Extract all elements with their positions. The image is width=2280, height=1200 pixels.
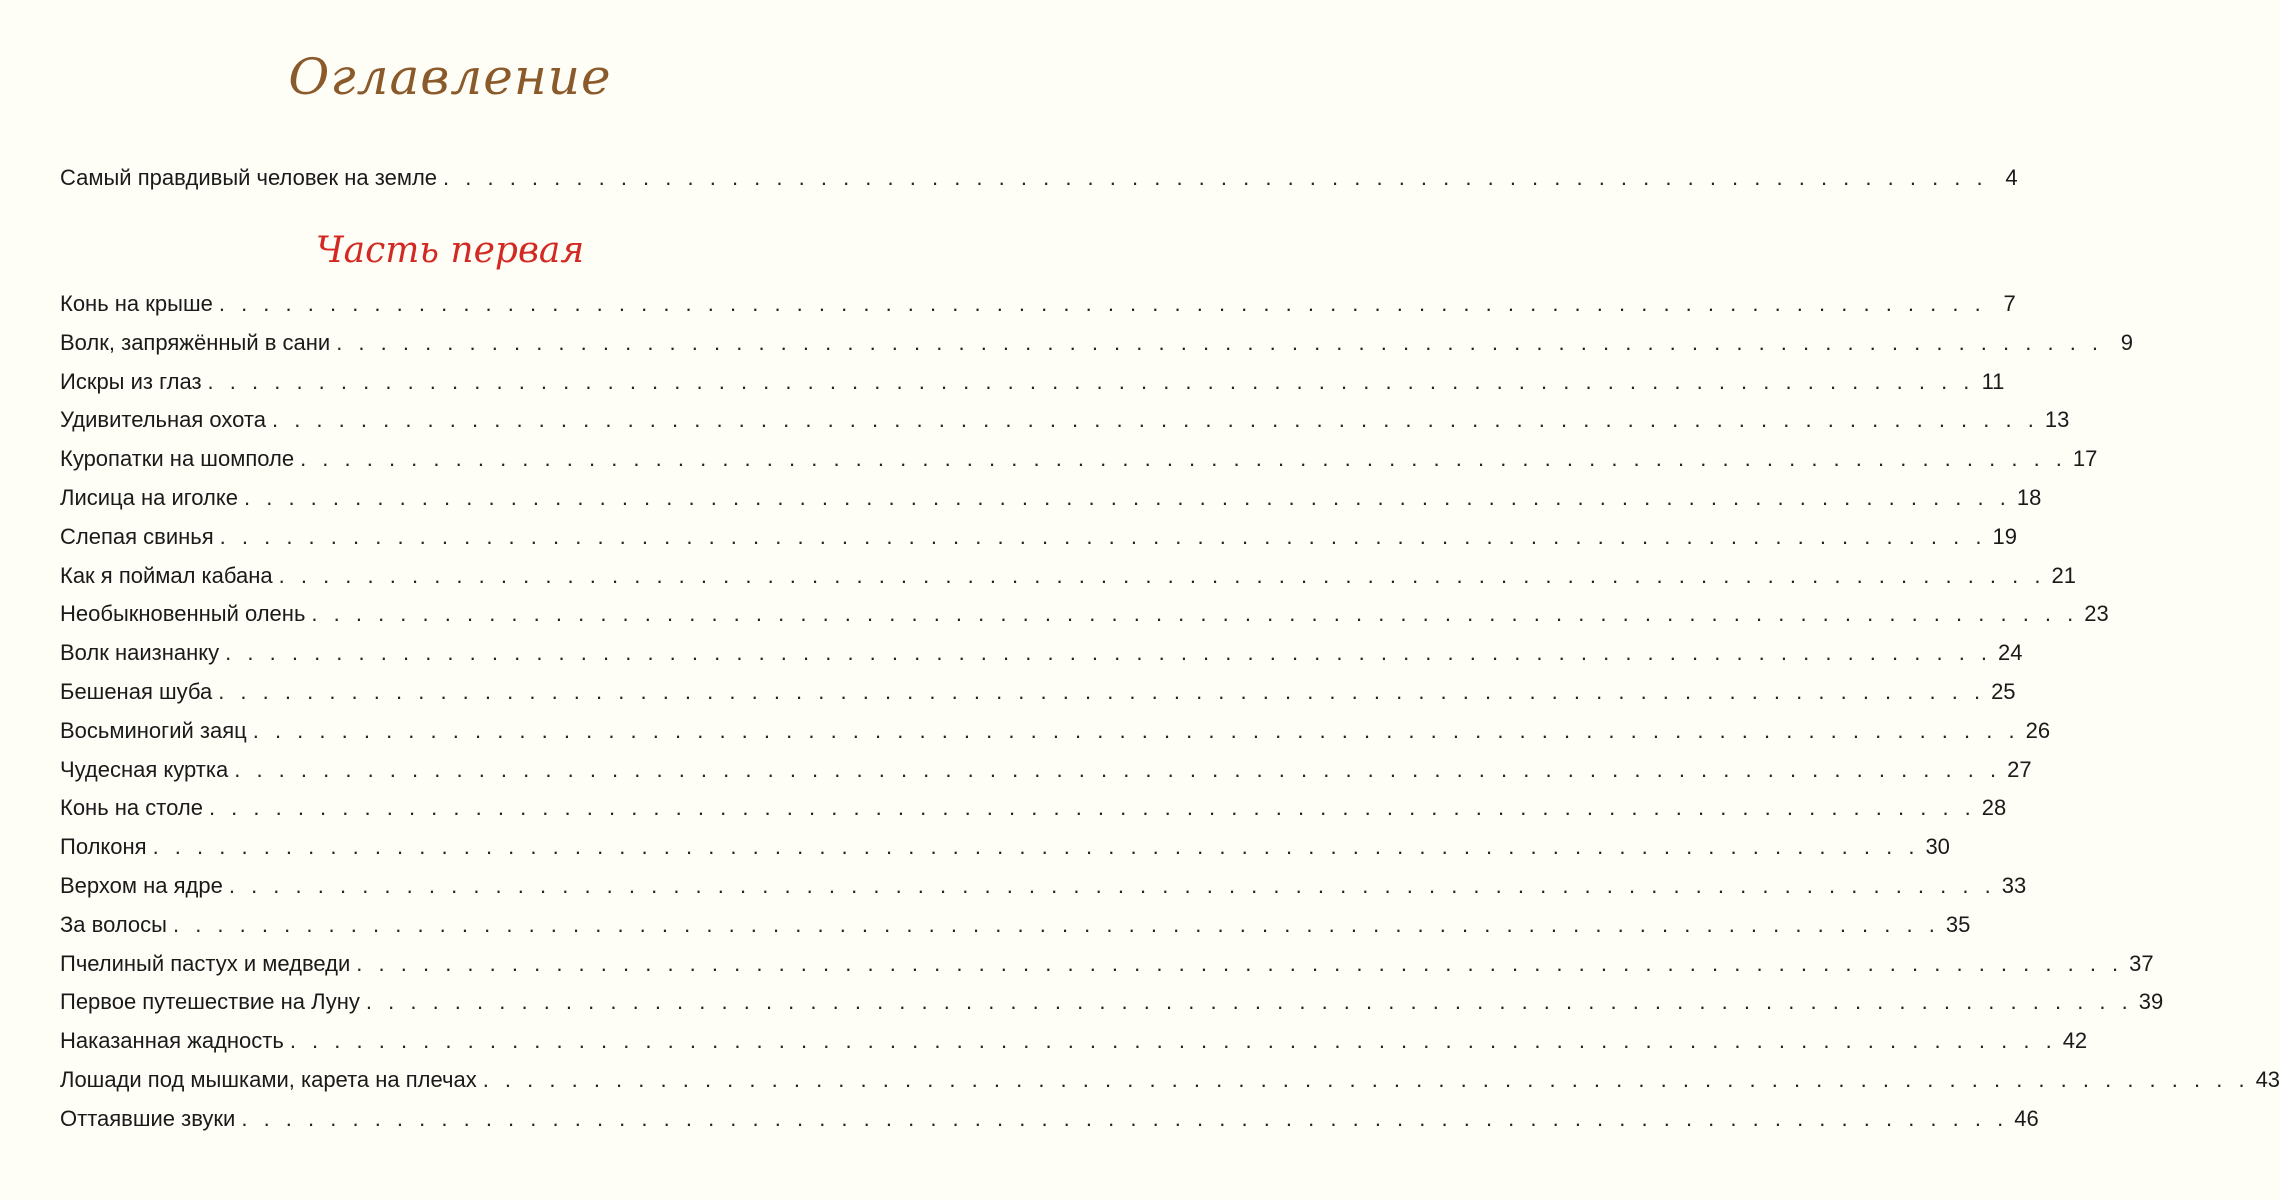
toc-entry-label: Первое путешествие на Луну <box>60 989 360 1015</box>
toc-leader-dots: . . . . . . . . . . . . . . . . . . . . . . . . . . . . . . . . . . . . . . . . . . . . . . . . . . . . . . . . . . . . . . . . . . . . . . . . . . . . . . . . <box>365 989 2133 1015</box>
toc-entry[interactable] <box>60 755 2032 785</box>
toc-leader-dots: . . . . . . . . . . . . . . . . . . . . . . . . . . . . . . . . . . . . . . . . . . . . . . . . . . . . . . . . . . . . . . . . . . . . . . . . . . . . . . . . <box>208 795 1976 821</box>
toc-leader-dots: . . . . . . . . . . . . . . . . . . . . . . . . . . . . . . . . . . . . . . . . . . . . . . . . . . . . . . . . . . . . . . . . . . . . . . . . . . . . . . . . <box>152 834 1920 860</box>
toc-entry[interactable] <box>60 638 2023 668</box>
toc-entry-label: Конь на столе <box>60 795 203 821</box>
toc-entry-label: Восьминогий заяц <box>60 717 247 743</box>
toc-entry-page: 46 <box>2014 1105 2039 1131</box>
toc-entry-label: Слепая свинья <box>60 523 214 549</box>
toc-entry-page: 39 <box>2138 989 2164 1015</box>
toc-entry[interactable] <box>60 367 2005 397</box>
toc-entry-label: Самый правдивый человек на земле <box>60 165 438 190</box>
toc-entry-page: 37 <box>2129 950 2154 976</box>
toc-leader-dots: . . . . . . . . . . . . . . . . . . . . . . . . . . . . . . . . . . . . . . . . . . . . . . . . . . . . . . . . . . . . . . . . . . . . . . . . . . . . . . . . <box>244 485 2011 510</box>
toc-leader-dots: . . . . . . . . . . . . . . . . . . . . . . . . . . . . . . . . . . . . . . . . . . . . . . . . . . . . . . . . . . . . . . . . . . . . . . . . . . . . . . . . <box>356 950 2124 976</box>
toc-entry-page: 24 <box>1998 640 2023 666</box>
toc-entry-label: Как я поймал кабана <box>60 562 273 588</box>
toc-entry[interactable] <box>60 910 1971 940</box>
toc-entry-page: 33 <box>2001 873 2027 898</box>
toc-entry[interactable] <box>60 328 2134 358</box>
toc-entry[interactable] <box>60 599 2109 629</box>
toc-leader-dots: . . . . . . . . . . . . . . . . . . . . . . . . . . . . . . . . . . . . . . . . . . . . . . . . . . . . . . . . . . . . . . . . . . . . . . . . . . . . . . . . <box>218 679 1986 704</box>
toc-entry-page: 13 <box>2044 407 2070 433</box>
toc-entry[interactable] <box>60 405 2070 435</box>
toc-leader-dots: . . . . . . . . . . . . . . . . . . . . . . . . . . . . . . . . . . . . . . . . . . . . . . . . . . . . . . . . . . . . . . . . . . . . . . . . . . . . . . . . <box>252 717 2020 743</box>
toc-entry-intro[interactable] <box>60 163 2018 193</box>
part-title: Часть первая <box>315 230 585 271</box>
toc-leader-dots: . . . . . . . . . . . . . . . . . . . . . . . . . . . . . . . . . . . . . . . . . . . . . . . . . . . . . . . . . . . . . . . . . . . . . . . . . . . . . . . . <box>225 640 1993 666</box>
toc-entry-label: Чудесная куртка <box>60 756 229 782</box>
toc-entry-label: Лошади под мышками, карета на плечах <box>60 1067 477 1092</box>
toc-entry-label: Бешеная шуба <box>60 679 213 704</box>
toc-entry[interactable] <box>60 677 2016 707</box>
toc-entry-label: Куропатки на шомполе <box>60 446 295 472</box>
toc-leader-dots: . . . . . . . . . . . . . . . . . . . . . . . . . . . . . . . . . . . . . . . . . . . . . . . . . . . . . . . . . . . . . . . . . . . . . . . . . . . . . . . . <box>172 911 1940 937</box>
toc-entry-page: 11 <box>1981 368 2005 394</box>
toc-entry[interactable] <box>60 793 2007 823</box>
toc-leader-dots: . . . . . . . . . . . . . . . . . . . . . . . . . . . . . . . . . . . . . . . . . . . . . . . . . . . . . . . . . . . . . . . . . . . . . . . . . . . . . . . . <box>271 407 2039 433</box>
toc-entry-label: За волосы <box>60 911 167 937</box>
toc-entry[interactable] <box>60 871 2027 901</box>
toc-entry-page: 17 <box>2072 446 2098 472</box>
toc-entry-label: Лисица на иголке <box>60 485 238 510</box>
toc-leader-dots: . . . . . . . . . . . . . . . . . . . . . . . . . . . . . . . . . . . . . . . . . . . . . . . . . . . . . . . . . . . . . . . . . . . . . . . . . . . . . . . . <box>234 756 2002 782</box>
toc-leader-dots: . . . . . . . . . . . . . . . . . . . . . . . . . . . . . . . . . . . . . . . . . . . . . . . . . . . . . . . . . . . . . . . . . . . . . . . . . . . . . . . . <box>241 1105 2009 1131</box>
toc-entry-label: Искры из глаз <box>60 368 202 394</box>
toc-entry-page: 25 <box>1991 679 2016 704</box>
toc-entry-page: 9 <box>2120 329 2134 355</box>
toc-entry-label: Пчелиный пастух и медведи <box>60 950 351 976</box>
toc-entry-page: 4 <box>2005 165 2018 190</box>
toc-entry[interactable] <box>60 561 2076 591</box>
toc-entry-page: 43 <box>2255 1067 2280 1092</box>
toc-entry-page: 26 <box>2025 717 2051 743</box>
toc-entry[interactable] <box>60 444 2098 474</box>
toc-entry[interactable] <box>60 1065 2280 1095</box>
toc-entry[interactable] <box>60 483 2042 513</box>
toc-leader-dots: . . . . . . . . . . . . . . . . . . . . . . . . . . . . . . . . . . . . . . . . . . . . . . . . . . . . . . . . . . . . . . . . . . . . . . . . . . . . . . . . <box>278 562 2046 588</box>
toc-entry[interactable] <box>60 1026 2088 1056</box>
toc-entry-page: 7 <box>2003 291 2016 316</box>
toc-entry[interactable] <box>60 949 2154 979</box>
toc-entry[interactable] <box>60 716 2051 746</box>
toc-entry-label: Необыкновенный олень <box>60 601 306 627</box>
toc-entry-page: 18 <box>2016 485 2042 510</box>
toc-entry[interactable] <box>60 522 2017 552</box>
toc-leader-dots: . . . . . . . . . . . . . . . . . . . . . . . . . . . . . . . . . . . . . . . . . . . . . . . . . . . . . . . . . . . . . . . . . . . . . . . . . . . . . . . . <box>482 1067 2250 1092</box>
toc-leader-dots: . . . . . . . . . . . . . . . . . . . . . . . . . . . . . . . . . . . . . . . . . . . . . . . . . . . . . . . . . . . . . . . . . . . . . . . . . . . . . . . . <box>300 446 2067 472</box>
toc-entry-page: 35 <box>1945 911 1971 937</box>
toc-entry-page: 19 <box>1992 523 2017 549</box>
toc-entry-label: Полконя <box>60 834 147 860</box>
toc-entry-label: Оттаявшие звуки <box>60 1105 236 1131</box>
toc-entry[interactable] <box>60 289 2016 319</box>
toc-entry-label: Волк, запряжённый в сани <box>60 329 331 355</box>
toc-entry-label: Волк наизнанку <box>60 640 220 666</box>
toc-leader-dots: . . . . . . . . . . . . . . . . . . . . . . . . . . . . . . . . . . . . . . . . . . . . . . . . . . . . . . . . . . . . . . . . . . . . . . . . . . . . . . . . <box>228 873 1996 898</box>
toc-leader-dots: . . . . . . . . . . . . . . . . . . . . . . . . . . . . . . . . . . . . . . . . . . . . . . . . . . . . . . . . . . . . . . . . . . . . . . . . . . . . . . . . <box>289 1028 2057 1054</box>
toc-entry-page: 30 <box>1925 834 1950 860</box>
toc-leader-dots: . . . . . . . . . . . . . . . . . . . . . . . . . . . . . . . . . . . . . . . . . . . . . . . . . . . . . . . . . . . . . . . . . . . . . . . . . . . . . . . . <box>207 368 1975 394</box>
toc-entry[interactable] <box>60 987 2164 1017</box>
page-title: Оглавление <box>288 48 612 106</box>
toc-entry-page: 42 <box>2062 1028 2088 1054</box>
toc-leader-dots: . . . . . . . . . . . . . . . . . . . . . . . . . . . . . . . . . . . . . . . . . . . . . . . . . . . . . . . . . . . . . . . . . . . . . . . . . . . . . . . . <box>219 523 1987 549</box>
toc-entry-label: Наказанная жадность <box>60 1028 284 1054</box>
toc-leader-dots: . . . . . . . . . . . . . . . . . . . . . . . . . . . . . . . . . . . . . . . . . . . . . . . . . . . . . . . . . . . . . . . . . . . . . . . . . . . . . . . . <box>218 291 1986 316</box>
toc-entry-page: 28 <box>1981 795 2007 821</box>
toc-leader-dots: . . . . . . . . . . . . . . . . . . . . . . . . . . . . . . . . . . . . . . . . . . . . . . . . . . . . . . . . . . . . . . . . . . . . . . <box>443 165 1988 190</box>
toc-entry-label: Удивительная охота <box>60 407 266 433</box>
toc-entry[interactable] <box>60 832 1950 862</box>
toc-entry-label: Конь на крыше <box>60 291 213 316</box>
toc-entry-page: 21 <box>2051 562 2076 588</box>
toc-leader-dots: . . . . . . . . . . . . . . . . . . . . . . . . . . . . . . . . . . . . . . . . . . . . . . . . . . . . . . . . . . . . . . . . . . . . . . . . . . . . . . . . <box>311 601 2079 627</box>
toc-entry-label: Верхом на ядре <box>60 873 223 898</box>
toc-entry[interactable] <box>60 1104 2039 1134</box>
toc-entry-page: 23 <box>2084 601 2109 627</box>
toc-entry-page: 27 <box>2007 756 2032 782</box>
toc-leader-dots: . . . . . . . . . . . . . . . . . . . . . . . . . . . . . . . . . . . . . . . . . . . . . . . . . . . . . . . . . . . . . . . . . . . . . . . . . . . . . . . . <box>336 329 2104 355</box>
